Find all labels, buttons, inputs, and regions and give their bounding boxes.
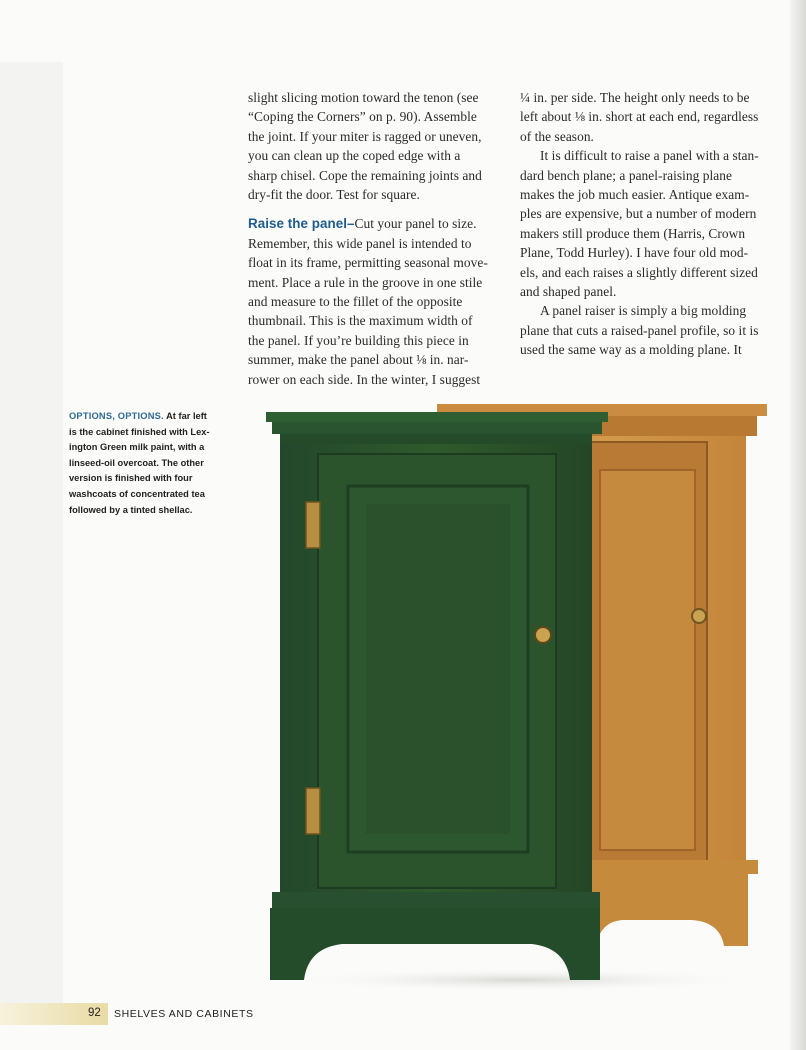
text-line: makers still produce them (Harris, Crown (520, 225, 746, 241)
text-line: summer, make the panel about ⅛ in. nar- (248, 352, 469, 368)
text-line: slight slicing motion toward the tenon (see (248, 90, 479, 105)
text-line: Cut your panel to size. (354, 216, 477, 232)
section-heading: Raise the panel– (248, 216, 355, 232)
green-cabinet (266, 412, 608, 980)
floor-shadow (282, 968, 762, 992)
text-column-left (248, 88, 500, 389)
paragraph-panel-raiser (520, 301, 772, 359)
text-line: left about ⅛ in. short at each end, regardless (520, 109, 759, 125)
text-line: “Coping the Corners” on p. 90). Assemble (248, 109, 477, 125)
text-line: the panel. If you’re building this piece in (248, 332, 469, 348)
hinge-bottom-icon (306, 788, 320, 834)
caption-line: ington Green milk paint, with a (69, 442, 205, 453)
caption-line: washcoats of concentrated tea (69, 488, 205, 499)
green-door-pull (535, 627, 551, 643)
text-line: els, and each raises a slightly different sized (520, 264, 758, 280)
text-line: ples are expensive, but a number of modern (520, 206, 757, 222)
text-line: It is difficult to raise a panel with a stan- (540, 148, 759, 164)
paragraph-coping (248, 88, 500, 204)
hinge-top-icon (306, 502, 320, 548)
paragraph-raise-panel (248, 214, 500, 389)
text-line: ment. Place a rule in the groove in one stile (248, 274, 483, 290)
text-line: Plane, Todd Hurley). I have four old mod- (520, 245, 749, 261)
text-line: thumbnail. This is the maximum width of (248, 313, 473, 329)
text-line: you can clean up the coped edge with a (248, 148, 461, 164)
text-line: sharp chisel. Cope the remaining joints and (248, 167, 482, 183)
tea-door-pull (692, 609, 706, 623)
cabinets-photo (262, 398, 772, 998)
caption-line: version is finished with four (69, 473, 193, 484)
text-line: rower on each side. In the winter, I suggest (248, 371, 481, 387)
text-line: dry-fit the door. Test for square. (248, 187, 420, 203)
page-number: 92 (88, 1007, 101, 1019)
text-line: and shaped panel. (520, 284, 617, 300)
caption-line: is the cabinet finished with Lex- (69, 426, 210, 437)
page-gutter-edge (790, 0, 806, 1050)
text-line: used the same way as a molding plane. It (520, 342, 742, 358)
text-line: A panel raiser is simply a big molding (540, 303, 747, 319)
caption-line: At far left (163, 411, 207, 421)
running-title: SHELVES AND CABINETS (114, 1008, 254, 1020)
text-line: the joint. If your miter is ragged or uneven, (248, 128, 482, 144)
text-column-right (520, 88, 772, 360)
paragraph-panel-plane (520, 146, 772, 301)
text-line: ¼ in. per side. The height only needs to be (520, 90, 750, 105)
caption-heading: OPTIONS, OPTIONS. (69, 411, 164, 421)
caption-line: linseed-oil overcoat. The other (69, 457, 204, 468)
photo-caption (69, 409, 239, 518)
text-line: of the season. (520, 128, 594, 144)
paragraph-panel-height (520, 88, 772, 146)
text-line: Remember, this wide panel is intended to (248, 235, 472, 251)
text-line: dard bench plane; a panel-raising plane (520, 167, 733, 183)
text-line: plane that cuts a raised-panel profile, so it is (520, 322, 759, 338)
text-line: makes the job much easier. Antique exam- (520, 187, 750, 203)
text-line: float in its frame, permitting seasonal move- (248, 255, 488, 271)
text-line: and measure to the fillet of the opposite (248, 294, 463, 310)
caption-line: followed by a tinted shellac. (69, 504, 193, 515)
margin-band (0, 62, 63, 1012)
